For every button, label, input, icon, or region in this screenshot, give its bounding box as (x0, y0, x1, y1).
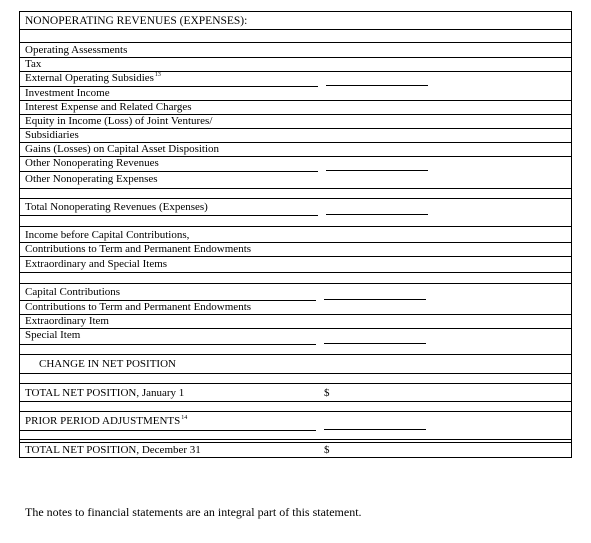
row-divider (20, 256, 571, 257)
footer-note: The notes to financial statements are an integral part of this statement. (25, 505, 362, 519)
row-divider (20, 128, 571, 129)
row-divider (20, 328, 571, 329)
footnote-ref-14: 14 (181, 415, 188, 421)
row-divider (20, 430, 316, 431)
amount-underline (326, 85, 428, 86)
other-revenues-label: Other Nonoperating Revenues (25, 157, 159, 169)
footnote-ref-13: 13 (154, 72, 161, 78)
prior-period-label: PRIOR PERIOD ADJUSTMENTS$^{14}$ (25, 415, 188, 427)
contrib-endow-label-1: Contributions to Term and Permanent Endowments (25, 243, 252, 255)
contrib-endow-label-2: Contributions to Term and Permanent Endowments (25, 301, 252, 313)
row-divider (20, 373, 571, 374)
nonoperating-title: NONOPERATING REVENUES (EXPENSES): (25, 15, 248, 27)
row-divider (20, 198, 571, 199)
amount-underline (324, 429, 426, 430)
investment-income-label: Investment Income (25, 87, 110, 99)
special-item-label: Special Item (25, 329, 81, 341)
row-divider (20, 442, 571, 443)
row-divider (20, 383, 571, 384)
income-before-label: Income before Capital Contributions, (25, 229, 190, 241)
total-net-jan-label: TOTAL NET POSITION, January 1 (25, 387, 185, 399)
row-divider (20, 272, 571, 273)
change-net-position-label: CHANGE IN NET POSITION (39, 358, 176, 370)
dollar-sign: $ (324, 387, 330, 399)
extra-special-items-label: Extraordinary and Special Items (25, 258, 168, 270)
amount-underline (326, 214, 428, 215)
total-net-dec-label: TOTAL NET POSITION, December 31 (25, 444, 201, 456)
equity-jv-label: Equity in Income (Loss) of Joint Ventures/ (25, 115, 213, 127)
dollar-sign: $ (324, 444, 330, 456)
row-divider (20, 188, 571, 189)
row-divider (20, 439, 571, 440)
row-divider (20, 29, 571, 30)
capital-contributions-label: Capital Contributions (25, 286, 121, 298)
operating-assessments-label: Operating Assessments (25, 44, 128, 56)
other-expenses-label: Other Nonoperating Expenses (25, 173, 158, 185)
row-divider (20, 401, 571, 402)
row-divider (20, 354, 571, 355)
external-subsidies-label: External Operating Subsidies$^{13}$ (25, 72, 161, 84)
row-divider (20, 42, 571, 43)
amount-underline (324, 343, 426, 344)
extraordinary-item-label: Extraordinary Item (25, 315, 109, 327)
amount-underline (326, 170, 428, 171)
interest-expense-label: Interest Expense and Related Charges (25, 101, 192, 113)
row-divider (20, 57, 571, 58)
row-divider (20, 171, 318, 172)
row-divider (20, 283, 571, 284)
row-divider (20, 226, 571, 227)
statement-form (19, 11, 572, 458)
row-divider (20, 411, 571, 412)
tax-label: Tax (25, 58, 42, 70)
amount-underline (324, 299, 426, 300)
total-nonoperating-label: Total Nonoperating Revenues (Expenses) (25, 201, 208, 213)
row-divider (20, 215, 318, 216)
row-divider (20, 344, 316, 345)
subsidiaries-label: Subsidiaries (25, 129, 79, 141)
gains-losses-label: Gains (Losses) on Capital Asset Disposition (25, 143, 220, 155)
amount-underline (331, 457, 434, 458)
